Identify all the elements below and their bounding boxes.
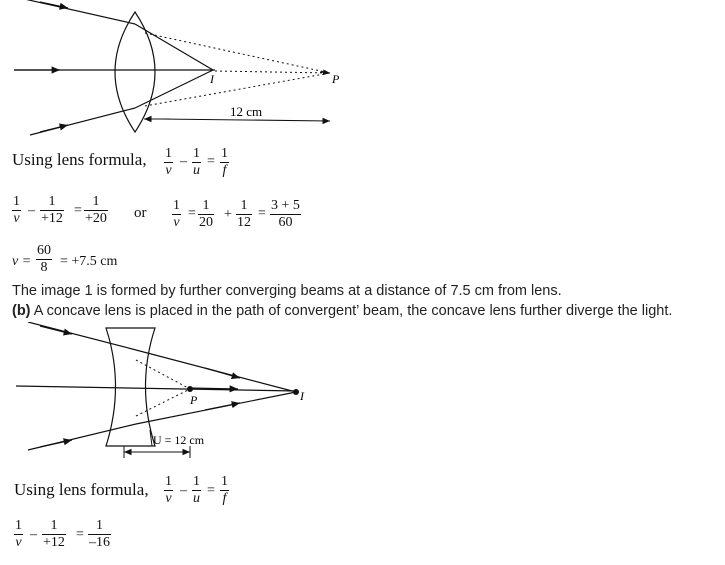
top-dotted-ray bbox=[145, 33, 330, 73]
formula-a-term1: $\frac{1}{v}$ bbox=[165, 146, 172, 178]
formula-b-term1: $\frac{1}{v}$ bbox=[165, 474, 172, 506]
formula-a-term2: $\frac{1}{u}$ bbox=[193, 146, 200, 178]
formula-a-term3: $\frac{1}{f}$ bbox=[221, 146, 228, 178]
top-ray-arrow bbox=[40, 2, 68, 8]
formula-b-equals: = bbox=[207, 483, 215, 498]
step2-term4: $\frac{3 + 5}{60}$ bbox=[271, 198, 300, 230]
step1-minus: – bbox=[28, 203, 35, 218]
bottom-refracted-ray bbox=[135, 70, 213, 108]
point-label-P: P bbox=[332, 72, 340, 86]
top-refracted-ray bbox=[135, 24, 213, 70]
step2-equals2: = bbox=[258, 206, 266, 221]
principal-axis-2 bbox=[16, 386, 296, 391]
result-fraction: $\frac{60}{8}$ bbox=[37, 243, 51, 275]
concave-lens bbox=[106, 328, 155, 446]
point-I-dot bbox=[293, 389, 299, 395]
formula-b-minus: – bbox=[180, 483, 187, 498]
convex-lens-diagram bbox=[0, 0, 360, 140]
step2-term3: $\frac{1}{12}$ bbox=[237, 198, 251, 230]
bottom-ray-arrow bbox=[40, 125, 68, 132]
section-b-text: A concave lens is placed in the path of convergent’ beam, the concave lens further diverge the light. bbox=[30, 303, 673, 319]
step2-plus: + bbox=[224, 207, 232, 222]
top-dotted-ray-2 bbox=[136, 360, 190, 389]
step2-equals1: = bbox=[188, 206, 196, 221]
step1-term2: $\frac{1}{+12}$ bbox=[41, 194, 63, 226]
step1-equals: = bbox=[74, 203, 82, 218]
distance-label: 12 cm bbox=[230, 104, 263, 119]
step1-term1: $\frac{1}{v}$ bbox=[13, 194, 20, 226]
point-P-dot bbox=[187, 386, 193, 392]
step-b1-term1: $\frac{1}{v}$ bbox=[15, 518, 22, 550]
image-label-I-2: I bbox=[300, 389, 304, 403]
or-label: or bbox=[134, 205, 147, 221]
image-label-I: I bbox=[210, 72, 214, 86]
conclusion-text: The image 1 is formed by further converging beams at a distance of 7.5 cm from lens. bbox=[12, 283, 562, 299]
step-b1-term3: $\frac{1}{-16}$ bbox=[89, 518, 110, 550]
step-b1-equals: = bbox=[76, 527, 84, 542]
step1-term3: $\frac{1}{+20}$ bbox=[85, 194, 107, 226]
convex-lens bbox=[115, 12, 155, 132]
section-b-paragraph bbox=[12, 303, 672, 319]
concave-lens-diagram bbox=[0, 322, 330, 467]
step2-term2: $\frac{1}{20}$ bbox=[199, 198, 213, 230]
top-ray-arrow-2 bbox=[40, 326, 72, 334]
distance-label-2: U = 12 cm bbox=[153, 433, 205, 447]
formula-a-equals: = bbox=[207, 154, 215, 169]
axis-dotted bbox=[215, 71, 330, 73]
distance-arrow bbox=[160, 119, 330, 121]
bottom-ray-arrow-2 bbox=[40, 440, 72, 447]
bottom-diverged-arrow bbox=[205, 403, 240, 410]
result-lhs: v = bbox=[12, 254, 32, 269]
top-ray-2 bbox=[28, 322, 136, 350]
formula-b-term3: $\frac{1}{f}$ bbox=[221, 474, 228, 506]
step2-term1: $\frac{1}{v}$ bbox=[173, 198, 180, 230]
point-label-P-2: P bbox=[190, 393, 198, 407]
section-b-label: (b) bbox=[12, 303, 31, 319]
bottom-dotted-ray-2 bbox=[136, 389, 190, 416]
formula-a-minus: – bbox=[180, 154, 187, 169]
top-ray bbox=[20, 0, 135, 24]
result-rhs: = +7.5 cm bbox=[60, 254, 118, 269]
formula-b-term2: $\frac{1}{u}$ bbox=[193, 474, 200, 506]
step-b1-minus: – bbox=[30, 527, 37, 542]
formula-label-a: Using lens formula, bbox=[12, 150, 147, 169]
top-diverged-arrow bbox=[205, 368, 240, 378]
formula-label-b: Using lens formula, bbox=[14, 480, 149, 499]
step-b1-term2: $\frac{1}{+12}$ bbox=[43, 518, 65, 550]
